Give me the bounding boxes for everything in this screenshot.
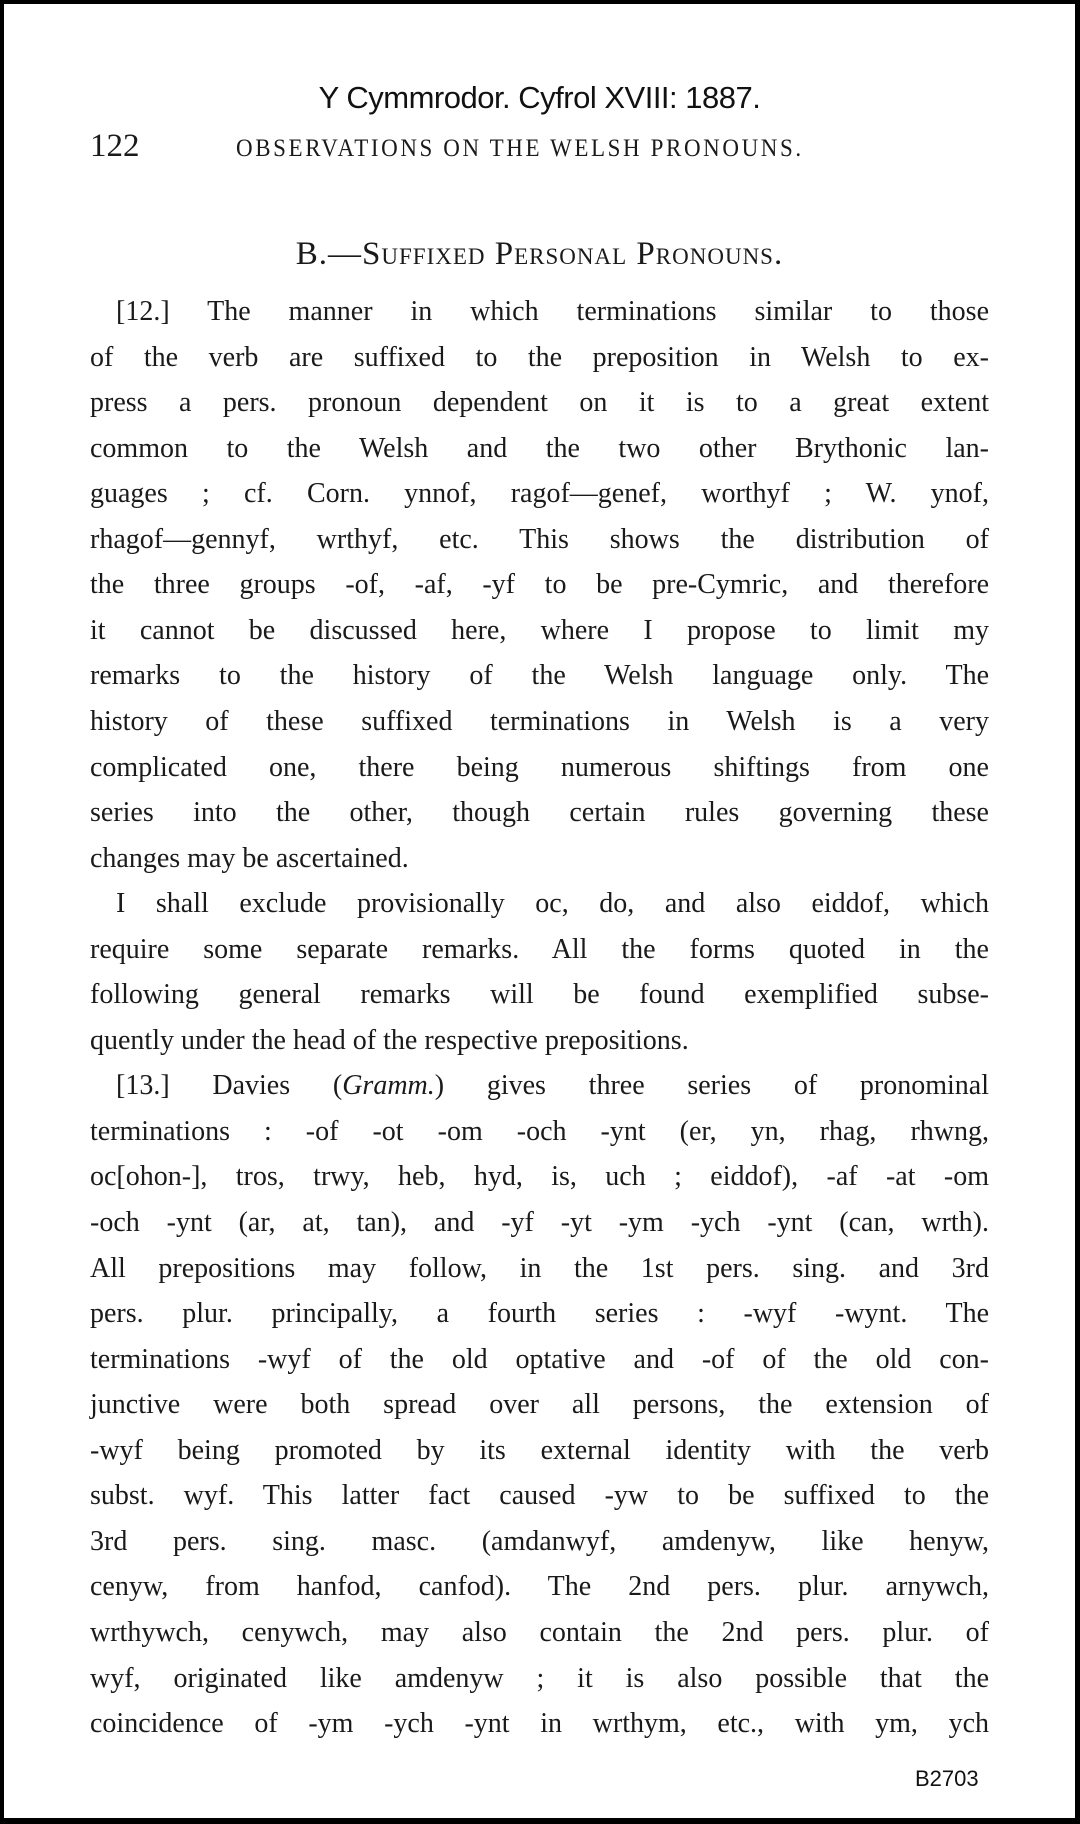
page-number: 122 xyxy=(90,128,140,164)
document-page xyxy=(4,4,1075,1818)
text-line: 3rd pers. sing. masc. (amdanwyf, amdenyw, like henyw, xyxy=(90,1525,989,1557)
text-line: [12.] The manner in which terminations similar to those xyxy=(116,296,989,327)
text-line: All prepositions may follow, in the 1st pers. sing. and 3rd xyxy=(90,1252,989,1284)
text-line: rhagof—gennyf, wrthyf, etc. This shows the distribution of xyxy=(90,523,989,555)
text-line: pers. plur. principally, a fourth series : -wyf -wynt. The xyxy=(90,1298,989,1330)
text-line: require some separate remarks. All the forms quoted in the xyxy=(90,933,989,965)
text-line: the three groups -of, -af, -yf to be pre-Cymric, and therefore xyxy=(90,569,989,601)
text-line: guages ; cf. Corn. ynnof, ragof—genef, worthyf ; W. ynof, xyxy=(90,478,989,510)
text-line: complicated one, there being numerous shiftings from one xyxy=(90,751,989,783)
running-head: OBSERVATIONS ON THE WELSH PRONOUNS. xyxy=(236,133,804,162)
text-line: it cannot be discussed here, where I propose to limit my xyxy=(90,614,989,646)
text-line: common to the Welsh and the two other Brythonic lan- xyxy=(90,432,989,464)
text-line: junctive were both spread over all persons, the extension of xyxy=(90,1389,989,1421)
text-line: I shall exclude provisionally oc, do, and also eiddof, which xyxy=(116,888,989,920)
text-line: quently under the head of the respective prepositions. xyxy=(90,1024,689,1056)
text-line xyxy=(116,1063,989,1108)
text-line: wrthywch, cenywch, may also contain the 2nd pers. plur. of xyxy=(90,1616,989,1648)
text-line: remarks to the history of the Welsh language only. The xyxy=(90,660,989,692)
text-line: oc[ohon-], tros, trwy, heb, hyd, is, uch ; eiddof), -af -at -om xyxy=(90,1161,989,1193)
journal-header: Y Cymmrodor. Cyfrol XVIII: 1887. xyxy=(318,80,761,115)
text-line: following general remarks will be found exemplified subse- xyxy=(90,979,989,1011)
text-line: coincidence of -ym -ych -ynt in wrthym, etc., with ym, ych xyxy=(90,1708,989,1740)
text-line: terminations -wyf of the old optative and -of of the old con- xyxy=(90,1343,989,1375)
text-line: -och -ynt (ar, at, tan), and -yf -yt -ym -ych -ynt (can, wrth). xyxy=(90,1207,989,1238)
section-heading: B.—Suffixed Personal Pronouns. xyxy=(295,236,784,272)
text-line: cenyw, from hanfod, canfod). The 2nd pers. plur. arnywch, xyxy=(90,1571,989,1603)
text-line: series into the other, though certain rules governing these xyxy=(90,797,989,829)
text-line: subst. wyf. This latter fact caused -yw to be suffixed to the xyxy=(90,1480,989,1512)
text-run: [13.] Davies ( xyxy=(116,1070,343,1102)
text-run: ) gives three series of pronominal xyxy=(434,1070,989,1102)
text-line: terminations : -of -ot -om -och -ynt (er, yn, rhag, rhwng, xyxy=(90,1115,989,1147)
text-line: wyf, originated like amdenyw ; it is also possible that the xyxy=(90,1662,989,1694)
italic-citation: Gramm. xyxy=(342,1070,435,1102)
text-line: of the verb are suffixed to the preposition in Welsh to ex- xyxy=(90,341,989,373)
text-line: changes may be ascertained. xyxy=(90,842,409,874)
text-line: press a pers. pronoun dependent on it is to a great extent xyxy=(90,387,989,419)
text-line: history of these suffixed terminations in Welsh is a very xyxy=(90,705,989,737)
catalog-id: B2703 xyxy=(915,1766,979,1791)
text-line: -wyf being promoted by its external identity with the verb xyxy=(90,1434,989,1466)
